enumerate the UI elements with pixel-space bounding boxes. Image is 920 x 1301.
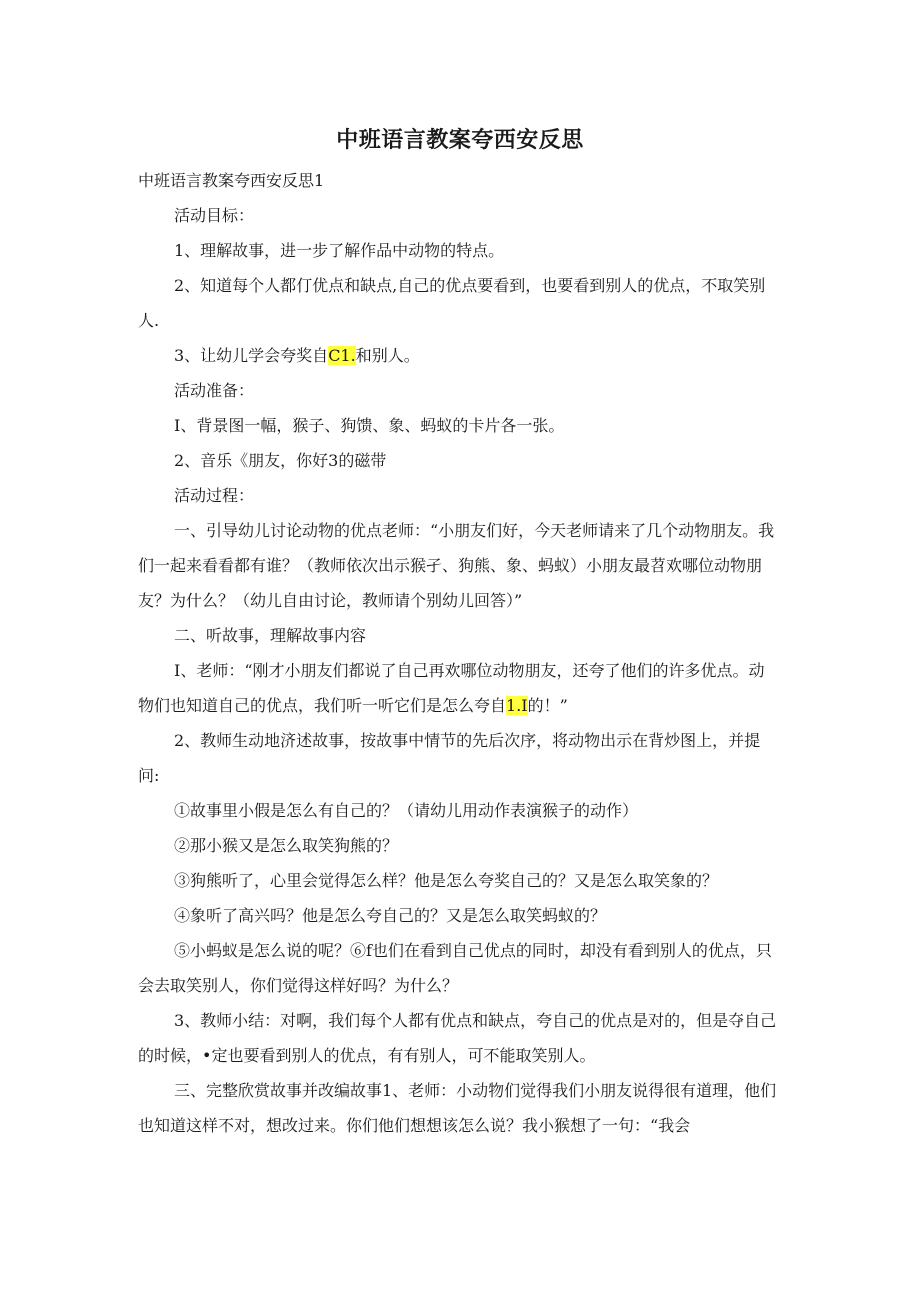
- document-title: 中班语言教案夸西安反思: [336, 128, 584, 153]
- paragraph-goal-2: 2、知道每个人都仃优点和缺点,自己的优点要看到，也要看到别人的优点，不取笑别人.: [138, 276, 766, 330]
- section-subtitle: 中班语言教案夸西安反思1: [138, 171, 325, 190]
- paragraph-goal-3: [138, 338, 778, 373]
- paragraph-step-2-2: 2、教师生动地济述故事，按故事中情节的先后次序，将动物出示在背炒图上，并提问:: [138, 731, 761, 785]
- paragraph-question-2: ②那小猴又是怎么取笑狗熊的？: [174, 836, 399, 855]
- highlighted-text: C1.: [328, 346, 356, 365]
- paragraph-question-5: ⑤小蚂蚁是怎么说的呢？⑥f也们在看到自己优点的同时，却没有看到别人的优点，只会去取笑别人，你们觉得这样好吗？为什么？: [138, 941, 772, 995]
- highlighted-text: 1.I: [506, 696, 528, 715]
- paragraph-question-1: ①故事里小假是怎么有自己的？（请幼儿用动作表演猴子的动作）: [174, 801, 639, 820]
- paragraph-prep-1: I、背景图一幅，猴子、狗馈、象、蚂蚁的卡片各一张。: [174, 416, 565, 435]
- paragraph-step-2-heading: 二、听故事，理解故事内容: [174, 626, 367, 645]
- paragraph-prep-heading: 活动准备：: [174, 381, 255, 400]
- document-body: [138, 163, 778, 1143]
- paragraph-summary: 3、教师小结：对啊，我们每个人都有优点和缺点，夸自己的优点是对的，但是夺自己的时候，•定也要看到别人的优点，有有别人，可不能取笑别人。: [138, 1011, 777, 1065]
- text-segment: 的！”: [527, 696, 568, 715]
- text-segment: 和别人。: [355, 346, 420, 365]
- paragraph-step-3: 三、完整欣赏故事并改编故事1、老师：小动物们觉得我们小朋友说得很有道理，他们也知道这样不对，想改过来。你们他们想想该怎么说？我小猴想了一句：“我会: [138, 1081, 777, 1135]
- paragraph-goal-1: 1、理解故事，进一步了解作品中动物的特点。: [174, 241, 505, 260]
- text-segment: 3、让幼儿学会夸奖自: [174, 346, 329, 365]
- paragraph-step-2-1: [138, 653, 778, 723]
- text-segment: I、老师：“刚才小朋友们都说了自己再欢哪位动物朋友，还夸了他们的许多优点。动物们也知道自己的优点，我们听一听它们是怎么夸自: [138, 661, 765, 715]
- paragraph-step-1: 一、引导幼儿讨论动物的优点老师：“小朋友们好，今天老师请来了几个动物朋友。我们一起来看看都有谁？（教师依次出示猴孑、狗熊、象、蚂蚁）小朋友最苕欢哪位动物朋友？为什么？（幼儿自由讨论，教师请个别幼儿回答）”: [138, 521, 775, 610]
- paragraph-goals-heading: 活动目标：: [174, 206, 255, 225]
- paragraph-prep-2: 2、音乐《朋友，你好3的磁带: [174, 451, 387, 470]
- paragraph-question-4: ④象听了高兴吗？他是怎么夸自己的？又是怎么取笑蚂蚁的？: [174, 906, 607, 925]
- paragraph-process-heading: 活动过程：: [174, 486, 255, 505]
- paragraph-question-3: ③狗熊听了，心里会觉得怎么样？他是怎么夸奖自己的？又是怎么取笑象的？: [174, 871, 719, 890]
